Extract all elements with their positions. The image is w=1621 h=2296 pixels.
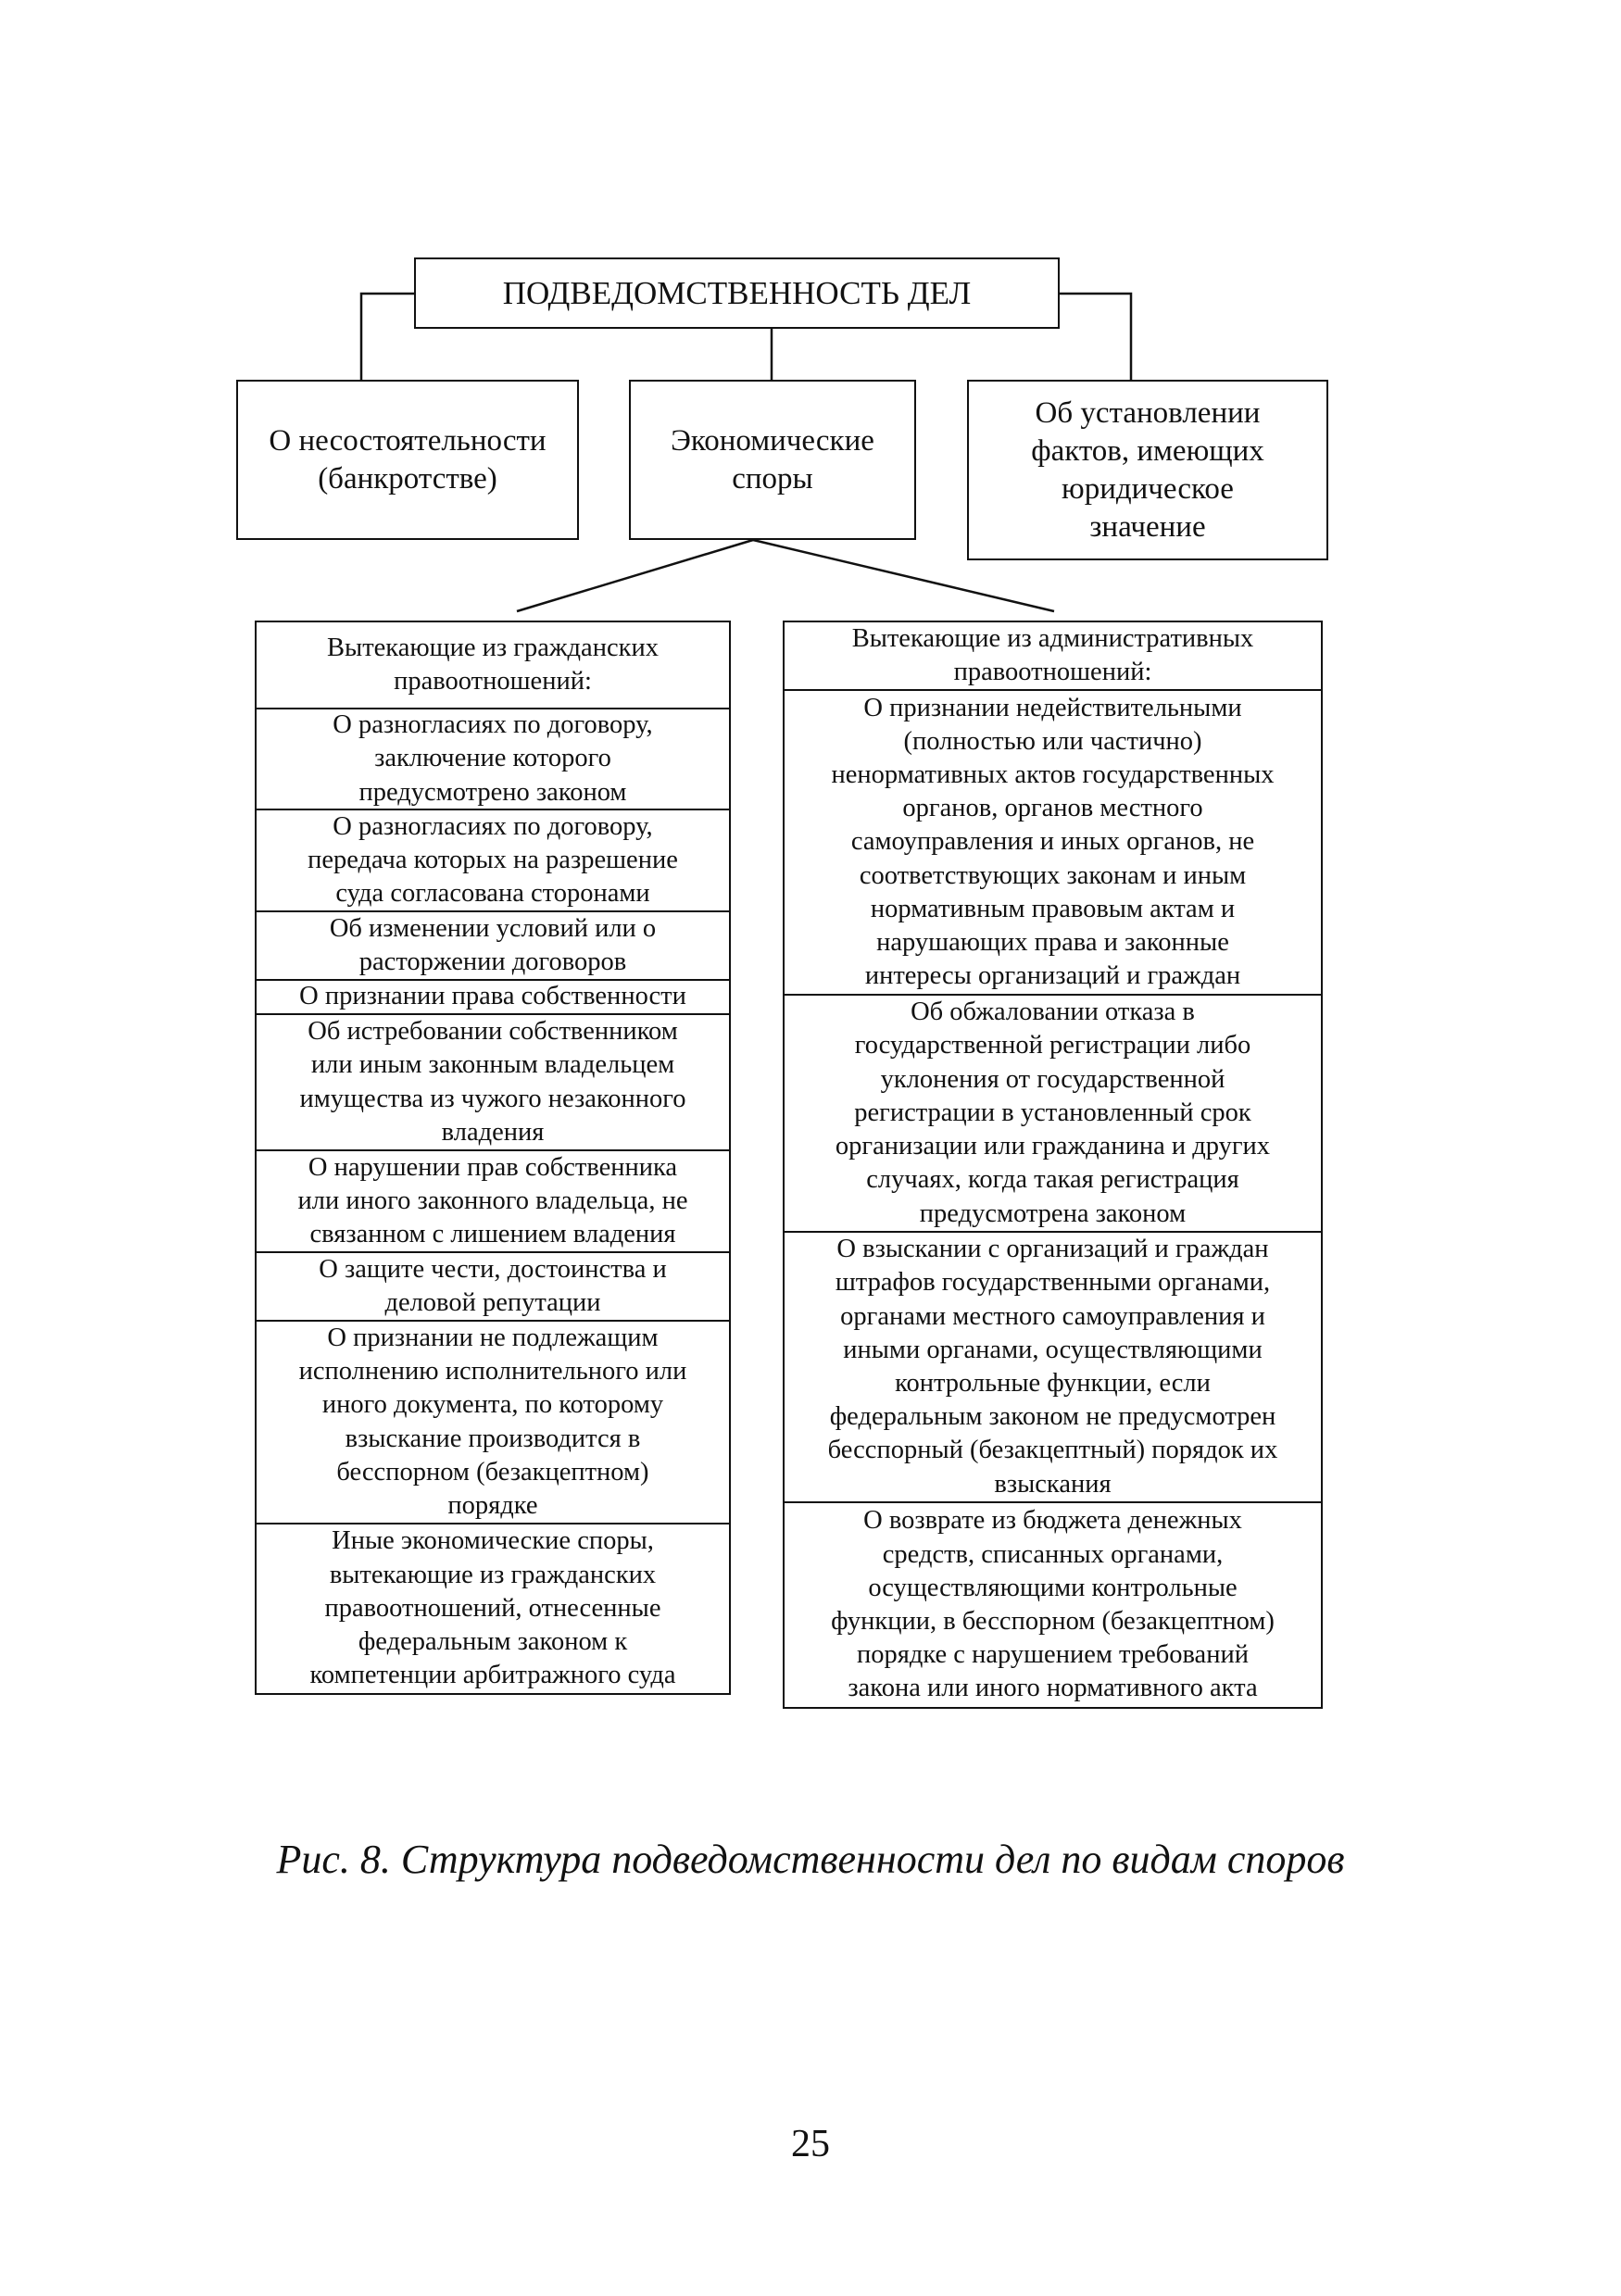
- civil-item-cell: О нарушении прав собственника или иного законного владельца, не связанном с лишением владения: [257, 1151, 729, 1253]
- category-economic-disputes-label: Экономические споры: [671, 423, 874, 496]
- root-box: [414, 257, 1060, 329]
- civil-header-cell: Вытекающие из гражданских правоотношений:: [257, 622, 729, 709]
- category-economic-disputes-box: [629, 380, 916, 540]
- category-legal-facts-label: Об установлении фактов, имеющих юридическое значение: [1031, 395, 1264, 544]
- civil-item-cell: О признании не подлежащим исполнению исполнительного или иного документа, по которому взыскание производится в бесспорном (безакцептном) порядке: [257, 1322, 729, 1524]
- civil-item-cell: Об изменении условий или о расторжении договоров: [257, 912, 729, 981]
- connector-root-to-facts: [1060, 294, 1131, 380]
- admin-item-cell: О признании недействительными (полностью или частично) ненормативных актов государственных органов, органов местного самоуправления и иных органов, не соответствующих законам и иным нормативным правовым актам и нарушающих права и законные интересы организаций и граждан: [785, 691, 1321, 996]
- figure-caption: Рис. 8. Структура подведомственности дел по видам споров: [276, 1837, 1345, 1882]
- civil-item-cell: О разногласиях по договору, передача которых на разрешение суда согласована сторонами: [257, 810, 729, 912]
- civil-item-cell: О признании права собственности: [257, 981, 729, 1015]
- admin-header-cell: Вытекающие из административных правоотношений:: [785, 622, 1321, 691]
- civil-item-cell: О защите чести, достоинства и деловой репутации: [257, 1253, 729, 1322]
- category-legal-facts-box: [967, 380, 1328, 560]
- category-bankruptcy-box: [236, 380, 579, 540]
- civil-disputes-column: [255, 621, 731, 1695]
- administrative-disputes-column: [783, 621, 1323, 1709]
- connector-root-to-bankruptcy: [361, 294, 414, 380]
- category-bankruptcy-label: О несостоятельности (банкротстве): [269, 423, 547, 496]
- civil-item-cell: Иные экономические споры, вытекающие из гражданских правоотношений, отнесенные федеральным законом к компетенции арбитражного суда: [309, 1526, 676, 1690]
- root-label: ПОДВЕДОМСТВЕННОСТЬ ДЕЛ: [502, 274, 972, 311]
- page-number: 25: [791, 2123, 830, 2165]
- connector-disputes-to-civil: [517, 540, 753, 611]
- admin-item-cell: Об обжаловании отказа в государственной регистрации либо уклонения от государственной регистрации в установленный срок организации или гражданина и других случаях, когда такая регистрация предусмотрена законом: [785, 996, 1321, 1233]
- civil-item-cell: О разногласиях по договору, заключение которого предусмотрено законом: [257, 709, 729, 810]
- admin-item-cell: О взыскании с организаций и граждан штрафов государственными органами, органами местного самоуправления и иными органами, осуществляющими контрольные функции, если федеральным законом не предусмотрен бесспорный (безакцептный) порядок их взыскания: [785, 1233, 1321, 1503]
- admin-item-cell: О возврате из бюджета денежных средств, списанных органами, осуществляющими контрольные функции, в бесспорном (безакцептном) порядке с нарушением требований закона или иного нормативного акта: [831, 1506, 1275, 1703]
- civil-item-cell: Об истребовании собственником или иным законным владельцем имущества из чужого незаконного владения: [257, 1015, 729, 1151]
